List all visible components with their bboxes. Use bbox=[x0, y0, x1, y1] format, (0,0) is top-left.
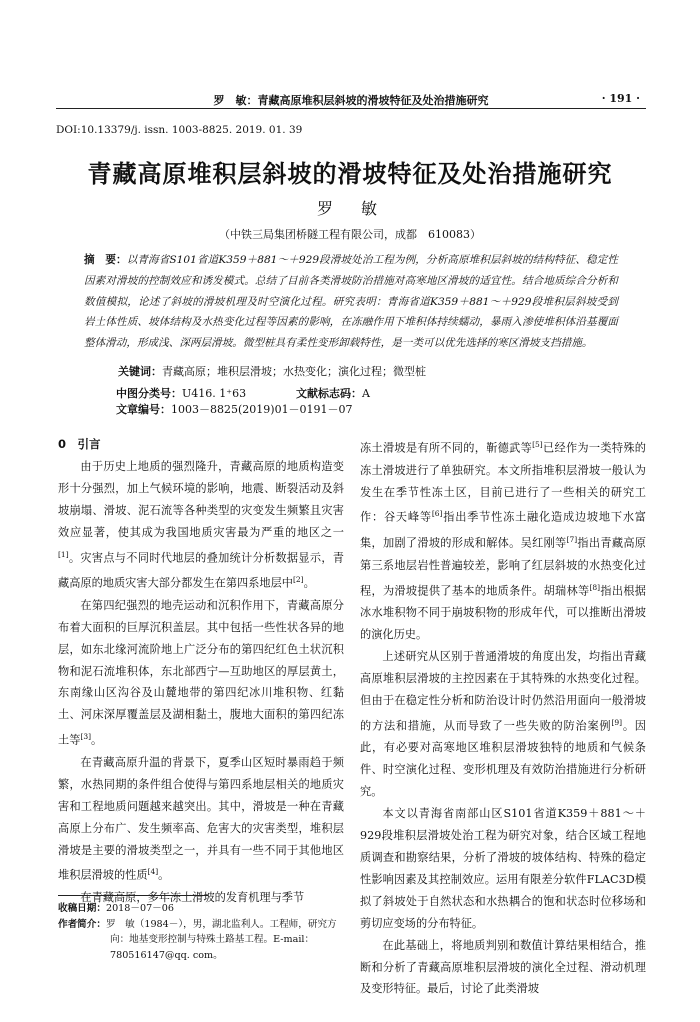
citation-marker: [7] bbox=[566, 535, 578, 545]
article-title: 青藏高原堆积层斜坡的滑坡特征及处治措施研究 bbox=[87, 159, 613, 188]
citation-marker: [1] bbox=[58, 549, 69, 559]
author-name: 罗 敏 bbox=[316, 199, 383, 218]
footnote bbox=[58, 901, 344, 963]
citation-marker: [9] bbox=[611, 717, 623, 727]
received-label: 收稿日期： bbox=[58, 903, 106, 914]
bio-label: 作者简介： bbox=[58, 918, 106, 930]
abstract-text: 以青海省S101省道K359＋881～＋929段滑坡处治工程为例，分析高原堆积层斜坡的结构特征、稳定性因素对滑坡的控制效应和诱发模式。总结了目前各类滑坡防治措施对高寒地区滑坡的适宜性。结合地质综合分析和数值模拟，论述了斜坡的滑坡机理及时空演化过程。研究表明：青海省道K359＋881～＋929段堆积层斜坡受到岩土体性质、坡体结构及水热变化过程等因素的影响，在冻融作用下堆积体持续蠕动，暴雨入渗使堆积体沿基覆面整体滑动，形成浅、深两层滑坡。微型桩具有柔性变形卸载特性，是一类可以优先选择的寒区滑坡支挡措施。 bbox=[84, 254, 618, 350]
clc-label: 中图分类号： bbox=[116, 387, 182, 400]
citation-marker: [3] bbox=[80, 732, 92, 742]
paragraph: 冻土滑坡是有所不同的，靳德武等[5]已经作为一类特殊的冻土滑坡进行了单独研究。本文所指堆积层滑坡一般认为发生在季节性冻土区，目前已进行了一些相关的研究工作：谷天峰等[6]指出季节性冻土融化造成边坡地下水富集，加剧了滑坡的形成和解体。吴红刚等[7]指出青藏高原第三系地层岩性普遍较差，影响了红层斜坡的水热变化过程，为滑坡提供了基本的地质条件。胡瑞林等[8]指出根据冰水堆积物不同于崩坡积物的形成年代，可以推断出滑坡的演化历史。 bbox=[360, 440, 646, 642]
citation-marker: [8] bbox=[589, 582, 601, 592]
body-left-column bbox=[58, 434, 344, 909]
keywords-text: 青藏高原；堆积层滑坡；水热变化；演化过程；微型桩 bbox=[162, 365, 426, 378]
paragraph: 在第四纪强烈的地壳运动和沉积作用下，青藏高原分布着大面积的巨厚沉积盖层。其中包括一些性状各异的地层，如东北缘河流阶地上广泛分布的第四纪红色土状沉积物和泥石流堆积体，东北部西宁—互助地区的厚层黄土，东南缘山区沟谷及山麓地带的第四纪冰川堆积物、红黏土、河床深厚覆盖层及湖相黏土，腹地大面积的第四纪冻土等[3]。 bbox=[58, 598, 344, 747]
bio-line: 罗 敏（1984－），男，湖北监利人。工程师，研究方 bbox=[105, 918, 337, 930]
keywords bbox=[118, 363, 638, 379]
running-header bbox=[56, 90, 646, 110]
doc-code-value: A bbox=[362, 387, 370, 400]
footnote-rule bbox=[58, 895, 208, 896]
citation-marker: [2] bbox=[292, 575, 304, 585]
received-date: 2018－07－06 bbox=[105, 903, 174, 914]
citation-marker: [6] bbox=[431, 509, 443, 519]
article-number-label: 文章编号： bbox=[116, 403, 171, 416]
classification-line bbox=[116, 385, 636, 417]
paragraph: 在青藏高原升温的背景下，夏季山区短时暴雨趋于频繁，水热同期的条件组合使得与第四系地层相关的地质灾害和工程地质问题越来越突出。其中，滑坡是一种在青藏高原上分布广、发生频率高、危害大的灾害类型，堆积层滑坡是主要的滑坡类型之一，并具有一些不同于其他地区堆积层滑坡的性质[4]。 bbox=[58, 755, 344, 883]
citation-marker: [5] bbox=[532, 440, 543, 449]
abstract-label: 摘 要： bbox=[84, 254, 127, 266]
article-number-value: 1003－8825(2019)01－0191－07 bbox=[171, 403, 353, 416]
bio-line: 780516147@qq. com。 bbox=[110, 949, 223, 961]
body-right-column bbox=[360, 434, 646, 1000]
page-number: · 191 · bbox=[601, 92, 640, 105]
abstract bbox=[84, 250, 618, 354]
doc-code-label: 文献标志码： bbox=[296, 387, 362, 400]
bio-line: 向：地基变形控制与特殊土路基工程。E-mail： bbox=[110, 934, 315, 945]
paragraph: 由于历史上地质的强烈隆升，青藏高原的地质构造变形十分强烈，加上气候环境的影响，地震、断裂活动及斜坡崩塌、滑坡、泥石流等各种类型的灾变发生频繁且灾害效应显著，使其成为我国地质灾害最为严重的地区之一[1]。灾害点与不同时代地层的叠加统计分析数据显示，青藏高原的地质灾害大部分都发生在第四系地层中[2]。 bbox=[58, 459, 344, 590]
clc-value: U416. 1⁺63 bbox=[182, 387, 247, 400]
keywords-label: 关键词： bbox=[118, 365, 162, 378]
paragraph: 本文以青海省南部山区S101省道K359＋881～＋929段堆积层滑坡处治工程为研究对象，结合区域工程地质调查和勘察结果，分析了滑坡的坡体结构、特殊的稳定性影响因素及其控制效应。运用有限差分软件FLAC3D模拟了斜坡处于自然状态和水热耦合的饱和状态时位移场和剪切应变场的分布特征。 bbox=[360, 807, 646, 930]
affiliation: （中铁三局集团桥隧工程有限公司，成都 610083） bbox=[219, 228, 481, 241]
citation-marker: [4] bbox=[147, 867, 159, 877]
doi: DOI:10.13379/j. issn. 1003-8825. 2019. 01. 39 bbox=[56, 124, 303, 136]
paragraph: 上述研究从区别于普通滑坡的角度出发，均指出青藏高原堆积层滑坡的主控因素在于其特殊的水热变化过程。但由于在稳定性分析和防治设计时仍然沿用面向一般滑坡的方法和措施，从而导致了一些失败的防治案例[9]。因此，有必要对高寒地区堆积层滑坡独特的地质和气候条件、时空演化过程、变形机理及有效防治措施进行分析研究。 bbox=[360, 650, 646, 799]
paragraph: 在青藏高原，多年冻土滑坡的发育机理与季节 bbox=[80, 891, 305, 905]
paragraph: 在此基础上，将地质判别和数值计算结果相结合，推断和分析了青藏高原堆积层滑坡的演化全过程、滑动机理及变形特征。最后，讨论了此类滑坡 bbox=[360, 938, 646, 996]
running-title: 罗 敏：青藏高原堆积层斜坡的滑坡特征及处治措施研究 bbox=[213, 94, 489, 107]
header-rule bbox=[56, 108, 646, 109]
section-heading: 0 引言 bbox=[58, 437, 101, 451]
